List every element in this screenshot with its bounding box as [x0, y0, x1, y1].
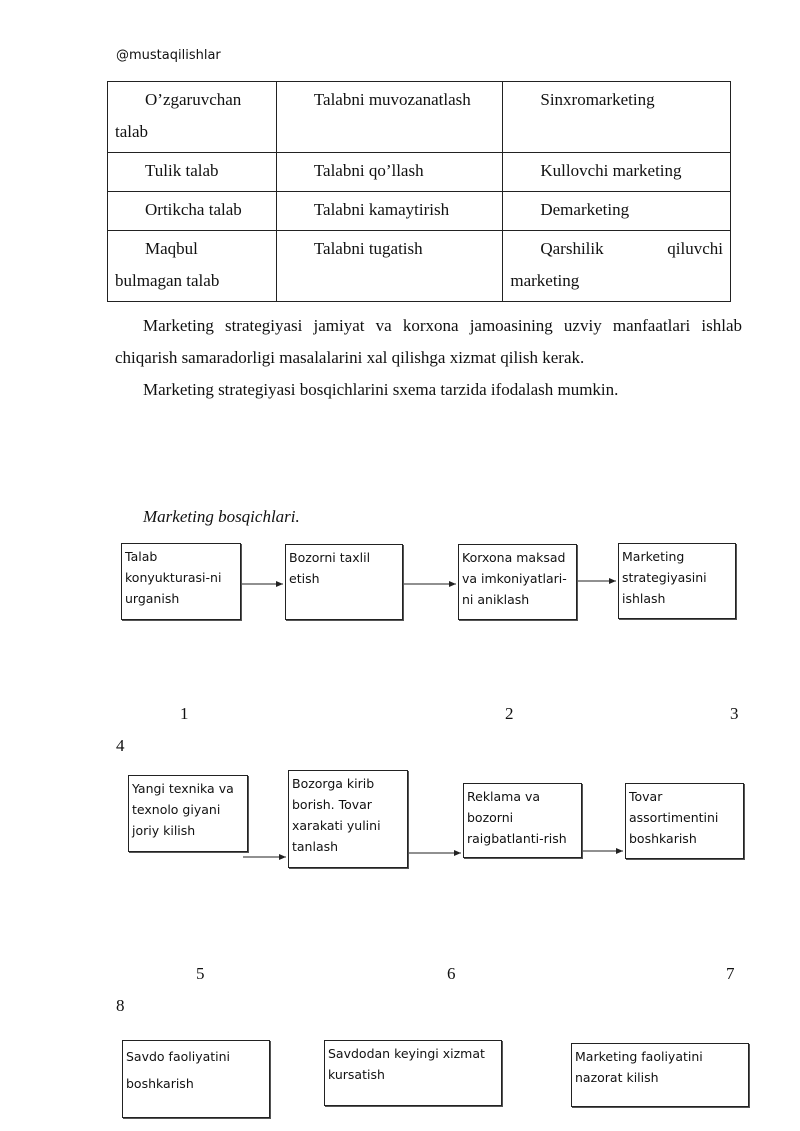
table-cell: Talabni qo’llash — [276, 153, 503, 192]
step-box: Marketing strategiyasini ishlash — [618, 543, 736, 619]
table-cell: Demarketing — [503, 192, 731, 231]
step-box: Yangi texnika va texnolo giyani joriy kilish — [128, 775, 248, 852]
table-cell: Talabni muvozanatlash — [276, 82, 503, 153]
step-box: Talab konyukturasi-ni urganish — [121, 543, 241, 620]
paragraph: Marketing strategiyasi bosqichlarini sxema tarzida ifodalash mumkin. — [143, 380, 619, 399]
step-box: Korxona maksad va imkoniyatlari-ni aniklash — [458, 544, 577, 620]
table-cell: Tulik talab — [108, 153, 277, 192]
table-cell: Maqbul bulmagan talab — [108, 231, 277, 302]
table-cell: Sinxromarketing — [503, 82, 731, 153]
step-number: 6 — [447, 964, 456, 983]
table-cell: Ortikcha talab — [108, 192, 277, 231]
table-cell: Talabni kamaytirish — [276, 192, 503, 231]
step-number: 3 — [730, 704, 739, 723]
step-box: Savdo faoliyatini boshkarish — [122, 1040, 270, 1118]
step-box: Reklama va bozorni raigbatlanti-rish — [463, 783, 582, 858]
table-cell: Kullovchi marketing — [503, 153, 731, 192]
step-number: 2 — [505, 704, 514, 723]
step-number: 5 — [196, 964, 205, 983]
step-number: 8 — [116, 996, 125, 1015]
table-cell: Talabni tugatish — [276, 231, 503, 302]
step-box: Savdodan keyingi xizmat kursatish — [324, 1040, 502, 1106]
step-box: Bozorni taxlil etish — [285, 544, 403, 620]
watermark: @mustaqilishlar — [116, 48, 221, 63]
step-box: Marketing faoliyatini nazorat kilish — [571, 1043, 749, 1107]
step-number: 7 — [726, 964, 735, 983]
diagram-heading: Marketing bosqichlari. — [143, 507, 300, 526]
step-number: 1 — [180, 704, 189, 723]
paragraph: Marketing strategiyasi jamiyat va korxona jamoasining uzviy manfaatlari ishlab chiqarish samaradorligi masalalarini xal qilishga xizmat qilish kerak. — [115, 316, 742, 367]
step-box: Bozorga kirib borish. Tovar xarakati yulini tanlash — [288, 770, 408, 868]
step-box: Tovar assortimentini boshkarish — [625, 783, 744, 859]
table-cell: O’zgaruvchan talab — [108, 82, 277, 153]
table-cell: Qarshilik qiluvchi marketing — [503, 231, 731, 302]
step-number: 4 — [116, 736, 125, 755]
